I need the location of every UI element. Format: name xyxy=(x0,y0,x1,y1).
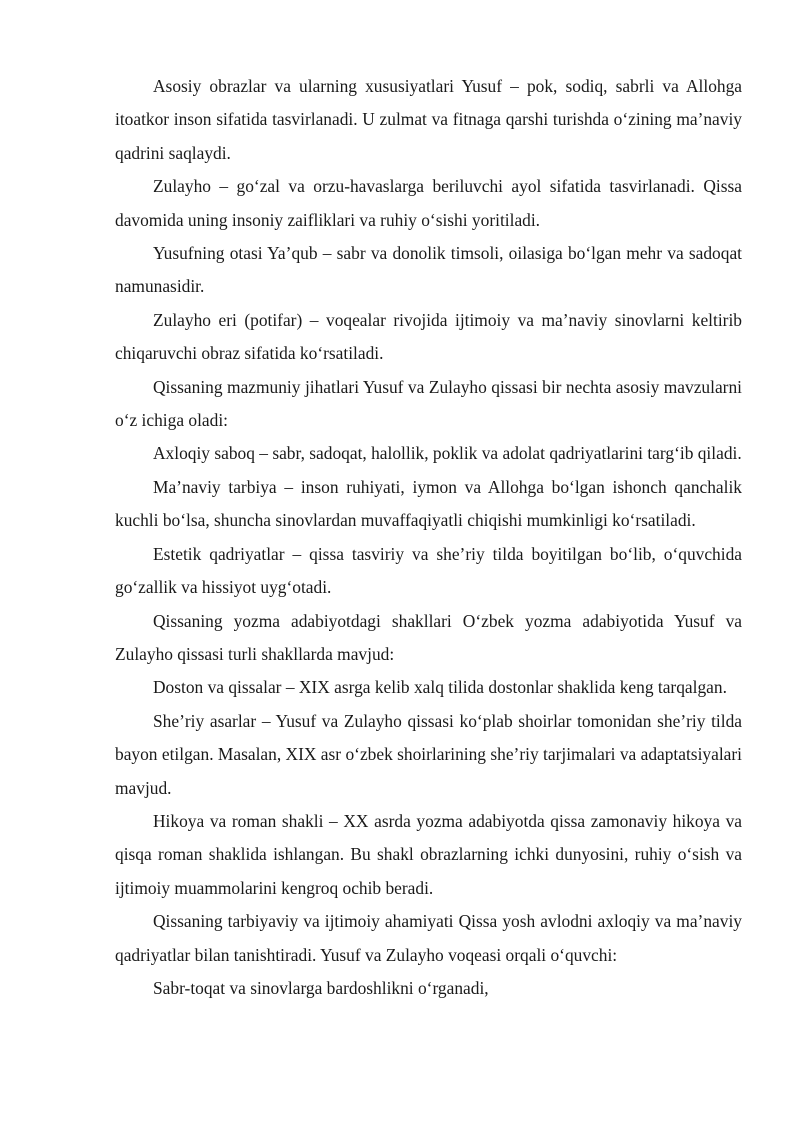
paragraph-doston: Doston va qissalar – XIX asrga kelib xalq tilida dostonlar shaklida keng tarqalgan. xyxy=(153,677,727,698)
paragraph-educational-significance: Qissaning tarbiyaviy va ijtimoiy ahamiyati Qissa yosh avlodni axloqiy va ma’naviy qadriyatlar bilan tanishtiradi. Yusuf va Zulayho voqeasi orqali o‘quvchi: xyxy=(115,911,742,965)
paragraph-content-aspects: Qissaning mazmuniy jihatlari Yusuf va Zulayho qissasi bir nechta asosiy mavzularni o‘z ichiga oladi: xyxy=(115,376,742,431)
paragraph-moral-lesson: Axloqiy saboq – sabr, sadoqat, halollik, poklik va adolat qadriyatlarini targ‘ib qiladi. xyxy=(153,443,742,464)
paragraph-aesthetic-values: Estetik qadriyatlar – qissa tasviriy va she’riy tilda boyitilgan bo‘lib, o‘quvchida go‘zallik va hissiyot uyg‘otadi. xyxy=(115,543,742,598)
paragraph-poetic-works: She’riy asarlar – Yusuf va Zulayho qissasi ko‘plab shoirlar tomonidan she’riy tilda bayon etilgan. Masalan, XIX asr o‘zbek shoirlarining she’riy tarjimalari va adaptatsiyalari mavjud. xyxy=(115,710,742,798)
paragraph-story-novel: Hikoya va roman shakli – XX asrda yozma adabiyotda qissa zamonaviy hikoya va qisqa roman shaklida ishlangan. Bu shakl obrazlarning ichki dunyosini, ruhiy o‘sish va ijtimoiy muammolarini kengroq ochib beradi. xyxy=(115,810,742,898)
paragraph-main-characters: Asosiy obrazlar va ularning xususiyatlari Yusuf – pok, sodiq, sabrli va Allohga itoatkor inson sifatida tasvirlanadi. U zulmat va fitnaga qarshi turishda o‘zining ma’naviy qadrini saqlaydi. xyxy=(115,76,742,163)
paragraph-potifar: Zulayho eri (potifar) – voqealar rivojida ijtimoiy va ma’naviy sinovlarni keltirib chiqaruvchi obraz sifatida ko‘rsatiladi. xyxy=(115,309,742,364)
document-body xyxy=(115,70,742,1005)
paragraph-patience: Sabr-toqat va sinovlarga bardoshlikni o‘rganadi, xyxy=(153,977,489,998)
paragraph-written-forms: Qissaning yozma adabiyotdagi shakllari O‘zbek yozma adabiyotida Yusuf va Zulayho qissasi turli shakllarda mavjud: xyxy=(115,610,742,664)
paragraph-spiritual-education: Ma’naviy tarbiya – inson ruhiyati, iymon va Allohga bo‘lgan ishonch qanchalik kuchli bo‘lsa, shuncha sinovlardan muvaffaqiyatli chiqishi mumkinligi ko‘rsatiladi. xyxy=(115,476,742,531)
paragraph-yaqub: Yusufning otasi Ya’qub – sabr va donolik timsoli, oilasiga bo‘lgan mehr va sadoqat namunasidir. xyxy=(115,243,742,297)
paragraph-zulayho: Zulayho – go‘zal va orzu-havaslarga beriluvchi ayol sifatida tasvirlanadi. Qissa davomida uning insoniy zaifliklari va ruhiy o‘sishi yoritiladi. xyxy=(115,176,742,230)
